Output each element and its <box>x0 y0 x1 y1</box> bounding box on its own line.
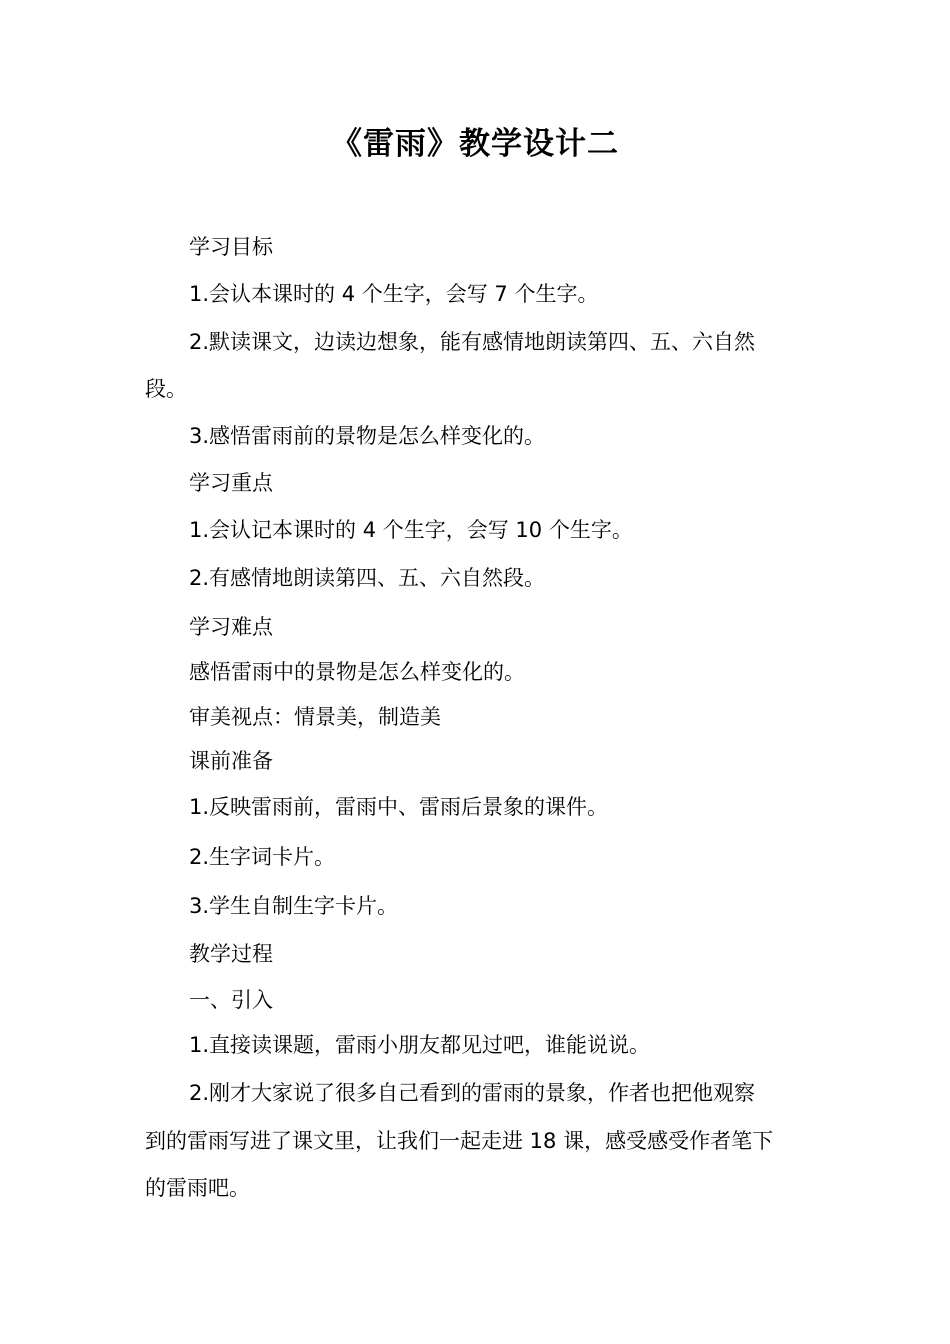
section-heading-difficulties: 学习难点 <box>189 615 273 639</box>
paragraph-line: 审美视点：情景美，制造美 <box>189 705 441 729</box>
paragraph-line: 1.直接读课题，雷雨小朋友都见过吧，谁能说说。 <box>189 1033 651 1057</box>
paragraph-line: 的雷雨吧。 <box>145 1176 250 1200</box>
paragraph-line: 3.学生自制生字卡片。 <box>189 894 399 918</box>
paragraph-line: 2.刚才大家说了很多自己看到的雷雨的景象，作者也把他观察 <box>189 1081 756 1105</box>
section-heading-preparation: 课前准备 <box>189 749 273 773</box>
paragraph-line: 段。 <box>145 377 187 401</box>
paragraph-line: 2.默读课文，边读边想象，能有感情地朗读第四、五、六自然 <box>189 330 756 354</box>
paragraph-line: 1.会认本课时的 4 个生字，会写 7 个生字。 <box>189 282 599 306</box>
section-heading-objectives: 学习目标 <box>189 235 273 259</box>
paragraph-line: 到的雷雨写进了课文里，让我们一起走进 18 课，感受感受作者笔下 <box>145 1129 774 1153</box>
paragraph-line: 2.生字词卡片。 <box>189 845 336 869</box>
paragraph-line: 1.反映雷雨前，雷雨中、雷雨后景象的课件。 <box>189 795 609 819</box>
document-title: 《雷雨》教学设计二 <box>331 126 619 162</box>
paragraph-line: 感悟雷雨中的景物是怎么样变化的。 <box>189 660 525 684</box>
section-heading-process: 教学过程 <box>189 942 273 966</box>
paragraph-line: 3.感悟雷雨前的景物是怎么样变化的。 <box>189 424 546 448</box>
subsection-heading-intro: 一、引入 <box>189 988 273 1012</box>
section-heading-key-points: 学习重点 <box>189 471 273 495</box>
paragraph-line: 2.有感情地朗读第四、五、六自然段。 <box>189 566 546 590</box>
paragraph-line: 1.会认记本课时的 4 个生字，会写 10 个生字。 <box>189 518 633 542</box>
